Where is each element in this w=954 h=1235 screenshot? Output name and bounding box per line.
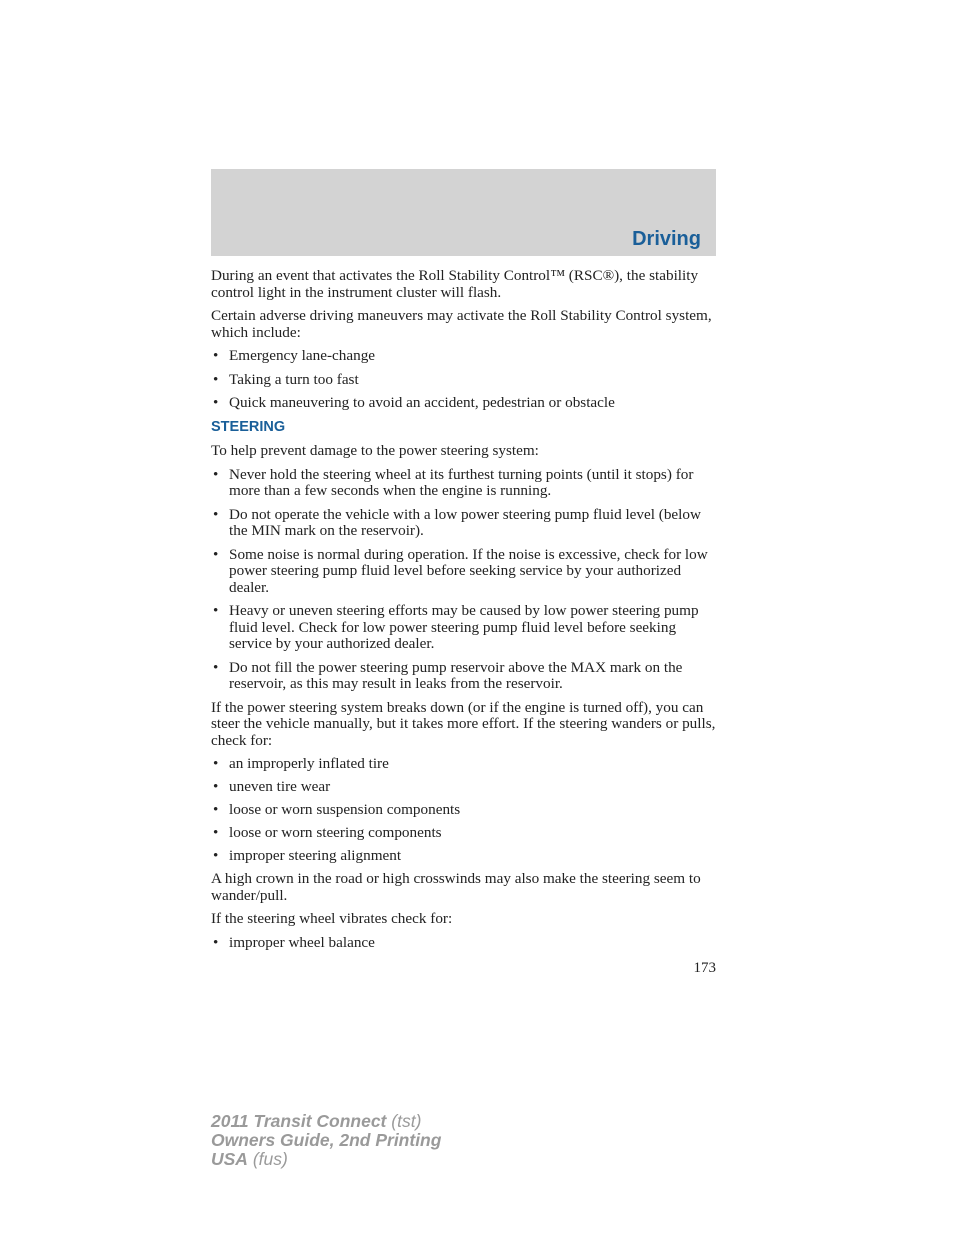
- footer-line-1: [211, 1112, 441, 1131]
- list-item: • Never hold the steering wheel at its furthest turning points (until it stops) for more than a few seconds when the engine is running.: [211, 467, 717, 500]
- footer-line-3: [211, 1150, 441, 1169]
- section-header-band: [211, 169, 716, 256]
- intro-paragraph-2: Certain adverse driving maneuvers may activate the Roll Stability Control system, which include:: [211, 307, 712, 341]
- footer-market-code: (fus): [252, 1149, 288, 1169]
- list-item: • loose or worn suspension components: [211, 802, 717, 819]
- footer-market: USA: [211, 1149, 248, 1169]
- list-item: • improper steering alignment: [211, 848, 717, 865]
- list-item: • Do not fill the power steering pump reservoir above the MAX mark on the reservoir, as this may result in leaks from the reservoir.: [211, 660, 717, 693]
- footer-model: 2011 Transit Connect: [211, 1111, 387, 1131]
- section-title: Driving: [632, 228, 701, 250]
- maneuver-list: [211, 348, 717, 412]
- vibrate-lead: If the steering wheel vibrates check for:: [211, 910, 453, 927]
- list-item: • Do not operate the vehicle with a low power steering pump fluid level (below the MIN mark on the reservoir).: [211, 507, 717, 540]
- wander-checks-list: [211, 756, 717, 865]
- list-item: • improper wheel balance: [211, 935, 717, 952]
- steering-lead: To help prevent damage to the power steering system:: [211, 442, 539, 459]
- list-item: • Taking a turn too fast: [211, 372, 717, 389]
- list-item: • Quick maneuvering to avoid an accident, pedestrian or obstacle: [211, 395, 717, 412]
- list-item: • Heavy or uneven steering efforts may be caused by low power steering pump fluid level. Check for low power steering pump fluid level before seeking service by your authorized dealer.: [211, 603, 717, 653]
- footer-imprint: [211, 1112, 441, 1169]
- page-content: [211, 268, 717, 958]
- steering-precautions-list: [211, 467, 717, 693]
- steering-breakdown-paragraph: If the power steering system breaks down (or if the engine is turned off), you can steer the vehicle manually, but it takes more effort. If the steering wanders or pulls, check for:: [211, 698, 716, 749]
- list-item: • uneven tire wear: [211, 779, 717, 796]
- footer-guide: Owners Guide, 2nd Printing: [211, 1130, 442, 1150]
- list-item: • Some noise is normal during operation. If the noise is excessive, check for low power steering pump fluid level before seeking service by your authorized dealer.: [211, 547, 717, 597]
- list-item: • an improperly inflated tire: [211, 756, 717, 773]
- crown-paragraph: A high crown in the road or high crosswinds may also make the steering seem to wander/pull.: [211, 870, 701, 904]
- steering-heading: STEERING: [211, 418, 286, 435]
- intro-paragraph-1: During an event that activates the Roll Stability Control™ (RSC®), the stability control light in the instrument cluster will flash.: [211, 267, 699, 301]
- footer-line-2: [211, 1131, 441, 1150]
- vibrate-checks-list: [211, 935, 717, 952]
- list-item: • Emergency lane-change: [211, 348, 717, 365]
- list-item: • loose or worn steering components: [211, 825, 717, 842]
- page-number: 173: [693, 960, 716, 976]
- footer-model-code: (tst): [391, 1111, 422, 1131]
